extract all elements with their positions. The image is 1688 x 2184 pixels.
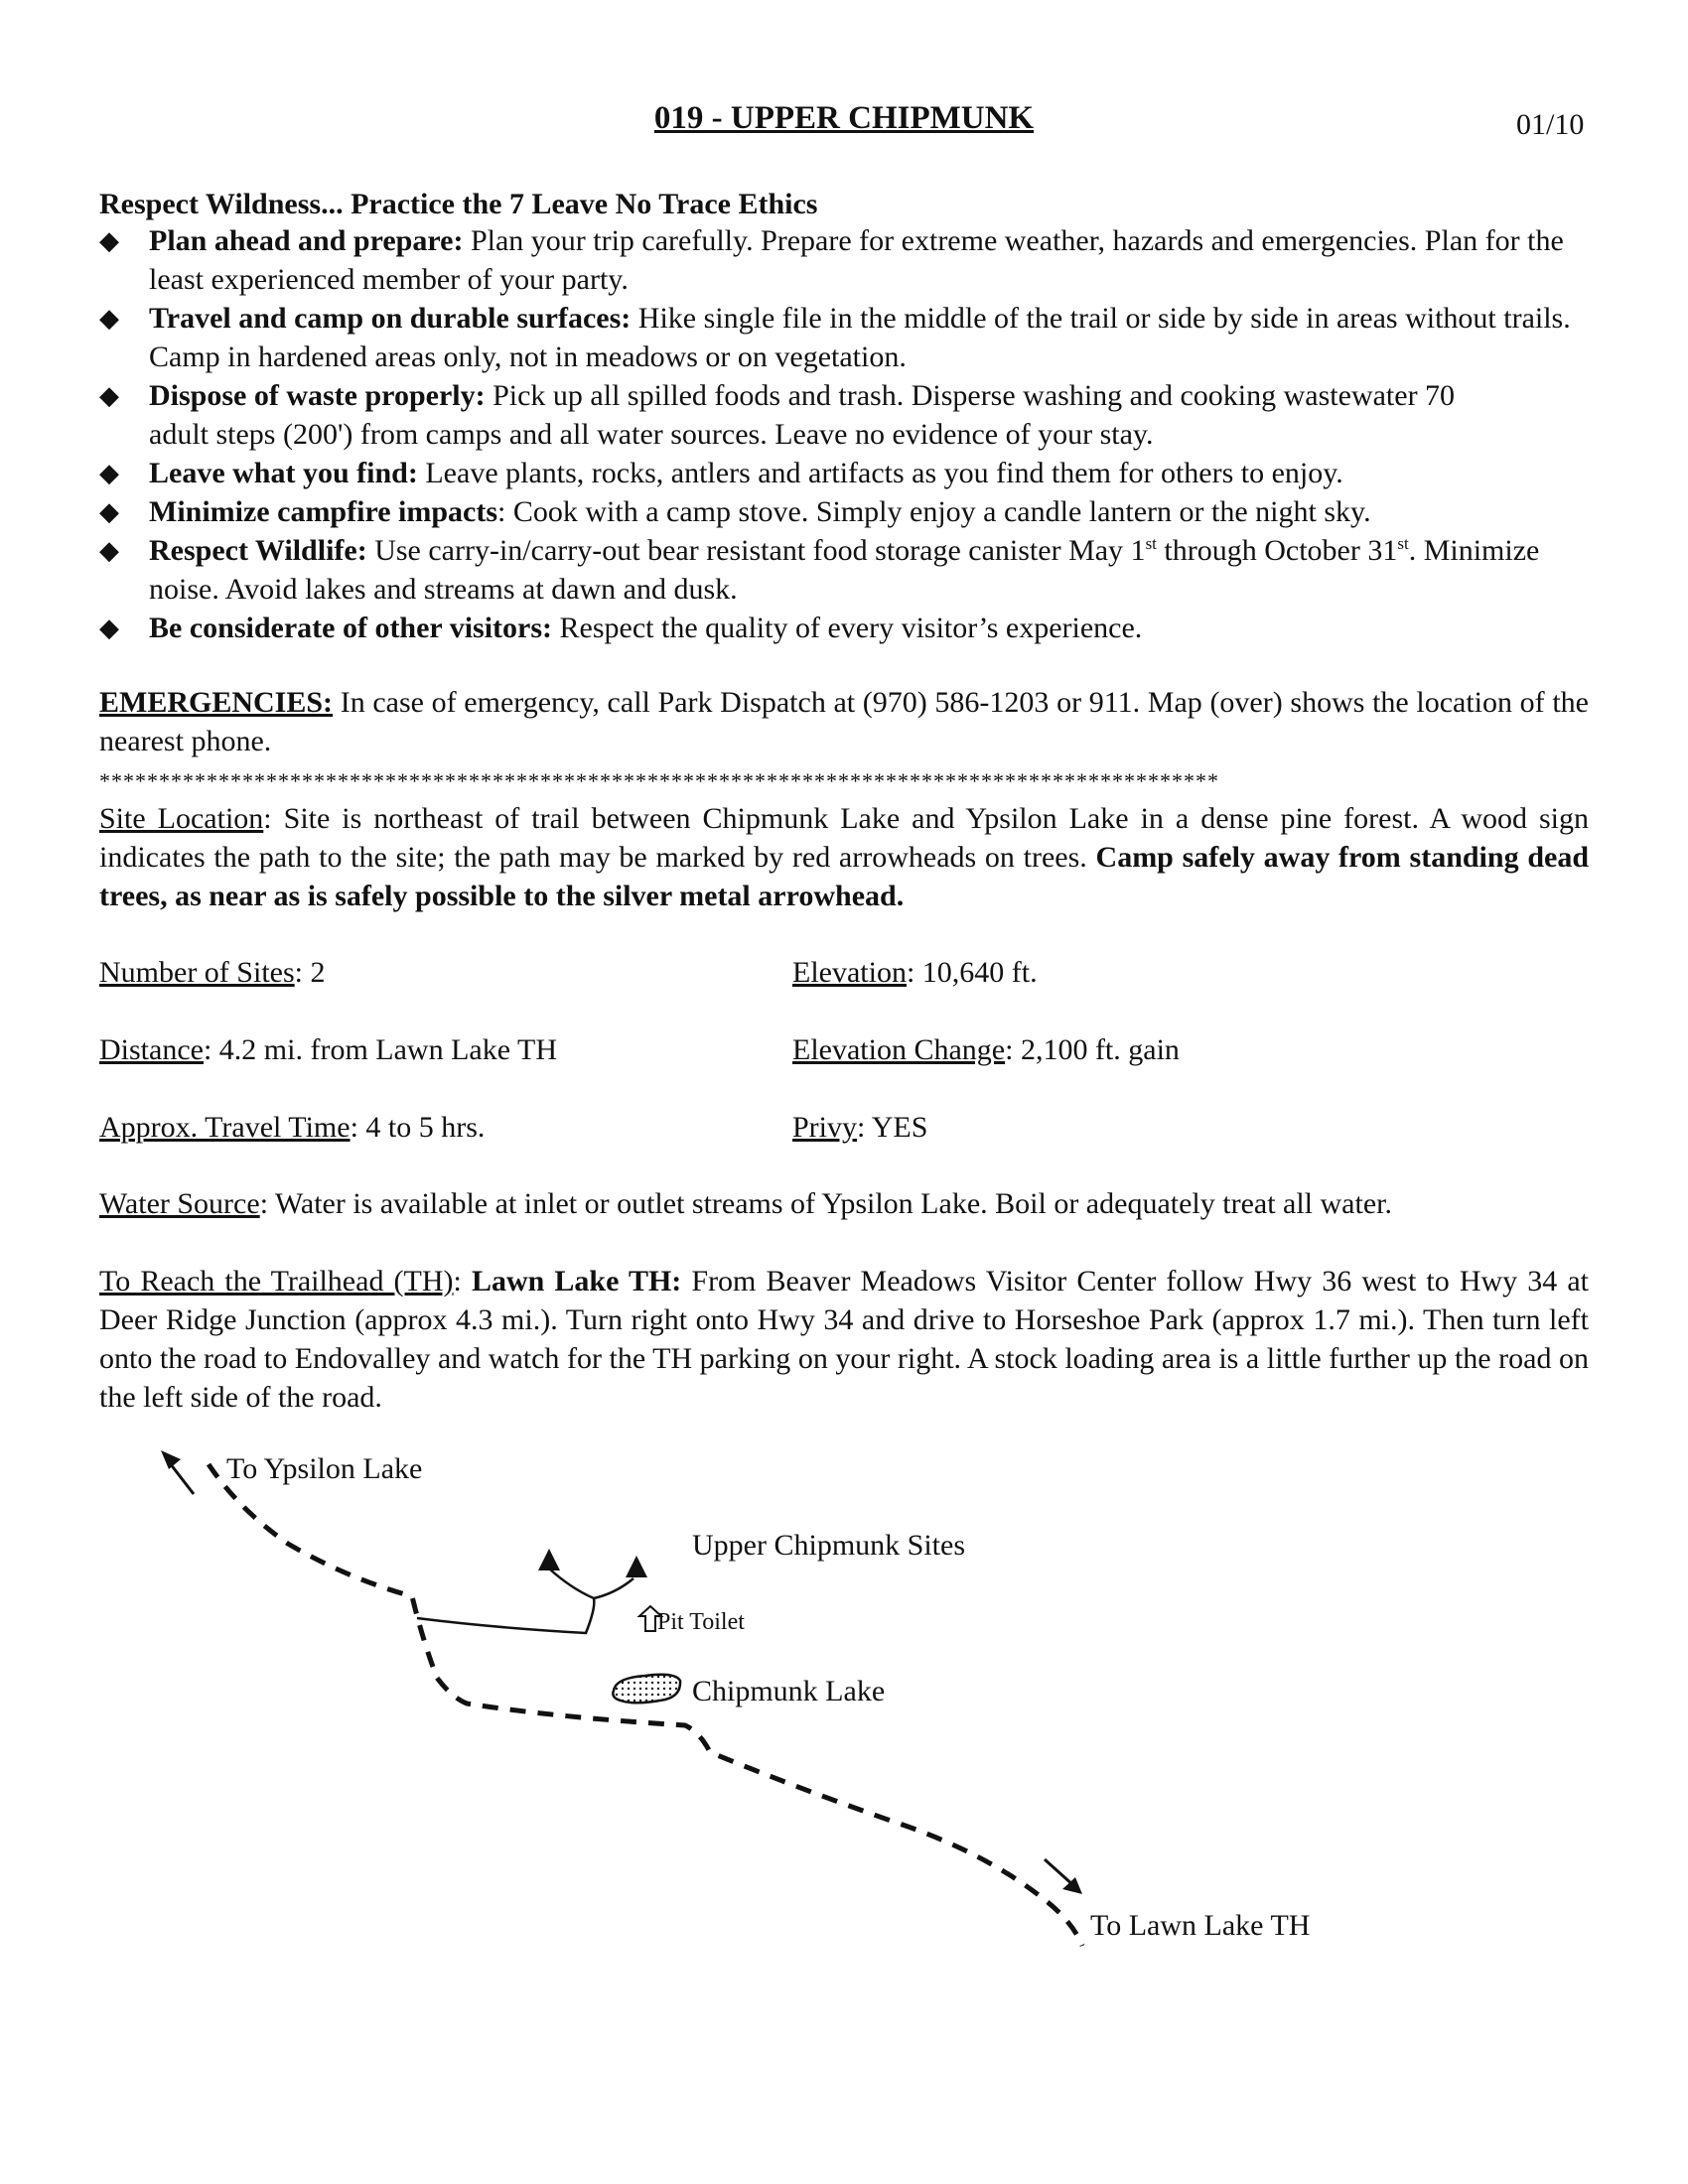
lnt-item: ◆ Plan ahead and prepare: Plan your trip carefully. Prepare for extreme weather, hazards and emergencies. Plan for the least experienced member of your party. [99, 221, 1589, 299]
lnt-item: ◆ Travel and camp on durable surfaces: Hike single file in the middle of the trail or side by side in areas without trails. Camp in hardened areas only, not in meadows or on vegetation. [99, 299, 1589, 376]
map-label-lawn-lake: To Lawn Lake TH [1090, 1909, 1311, 1942]
campsite-triangle-icon [538, 1549, 560, 1570]
trailhead-paragraph: To Reach the Trailhead (TH): Lawn Lake TH: From Beaver Meadows Visitor Center follow Hwy 36 west to Hwy 34 at Deer Ridge Junction (approx 4.3 mi.). Turn right onto Hwy 34 and drive to Horseshoe Park (approx 1.7 mi.). Then turn left onto the road to Endovalley and watch for the TH parking on your right. A stock loading area is a little further up the road on the left side of the road. [99, 1265, 1589, 1414]
number-of-sites: Number of Sites: 2 [99, 956, 326, 989]
revision-date: 01/10 [1516, 108, 1585, 141]
diamond-bullet-icon: ◆ [99, 536, 119, 565]
elevation-change: Elevation Change: 2,100 ft. gain [792, 1033, 1180, 1066]
distance: Distance: 4.2 mi. from Lawn Lake TH [99, 1033, 557, 1066]
water-source-paragraph: Water Source: Water is available at inlet or outlet streams of Ypsilon Lake. Boil or adequately treat all water. [99, 1187, 1392, 1220]
lnt-item: ◆ Minimize campfire impacts: Cook with a camp stove. Simply enjoy a candle lantern or the night sky. [99, 492, 1589, 531]
privy: Privy: YES [792, 1111, 928, 1144]
map-label-sites: Upper Chipmunk Sites [692, 1529, 965, 1562]
lnt-item: ◆ Dispose of waste properly: Pick up all spilled foods and trash. Disperse washing and cooking wastewater 70 adult steps (200') from camps and all water sources. Leave no evidence of your stay. [99, 376, 1589, 454]
separator: ********************************************************************************************** [99, 768, 1219, 793]
elevation: Elevation: 10,640 ft. [792, 956, 1038, 989]
emergencies-paragraph: EMERGENCIES: In case of emergency, call Park Dispatch at (970) 586-1203 or 911. Map (over) shows the location of the nearest phone. [99, 686, 1589, 757]
diamond-bullet-icon: ◆ [99, 226, 119, 255]
travel-time: Approx. Travel Time: 4 to 5 hrs. [99, 1111, 486, 1144]
diamond-bullet-icon: ◆ [99, 459, 119, 487]
spur-trail-right [594, 1578, 633, 1598]
map-label-ypsilon: To Ypsilon Lake [226, 1452, 423, 1485]
lake-icon [613, 1675, 680, 1704]
map-label-chipmunk-lake: Chipmunk Lake [692, 1675, 886, 1707]
lnt-item: ◆ Be considerate of other visitors: Respect the quality of every visitor’s experience. [99, 609, 1589, 647]
diamond-bullet-icon: ◆ [99, 381, 119, 410]
lnt-item: ◆ Respect Wildlife: Use carry-in/carry-out bear resistant food storage canister May 1st through October 31st. Minimize noise. Avoid lakes and streams at dawn and dusk. [99, 531, 1589, 609]
site-location-paragraph: Site Location: Site is northeast of trail between Chipmunk Lake and Ypsilon Lake in a dense pine forest. A wood sign indicates the path to the site; the path may be marked by red arrowheads on trees. Camp safely away from standing dead trees, as near as is safely possible to the silver metal arrowhead. [99, 802, 1590, 912]
lnt-heading: Respect Wildness... Practice the 7 Leave No Trace Ethics [99, 188, 818, 220]
diamond-bullet-icon: ◆ [99, 304, 119, 333]
spur-trail-left [549, 1569, 594, 1598]
map-label-pit-toilet: Pit Toilet [657, 1609, 745, 1635]
spur-trail [417, 1598, 594, 1633]
campsite-triangle-icon [626, 1556, 647, 1577]
lnt-item: ◆ Leave what you find: Leave plants, rocks, antlers and artifacts as you find them for others to enjoy. [99, 454, 1589, 492]
arrow-northwest-icon [161, 1450, 181, 1469]
page-title: 019 - UPPER CHIPMUNK [653, 100, 1035, 136]
diamond-bullet-icon: ◆ [99, 614, 119, 642]
diamond-bullet-icon: ◆ [99, 497, 119, 526]
